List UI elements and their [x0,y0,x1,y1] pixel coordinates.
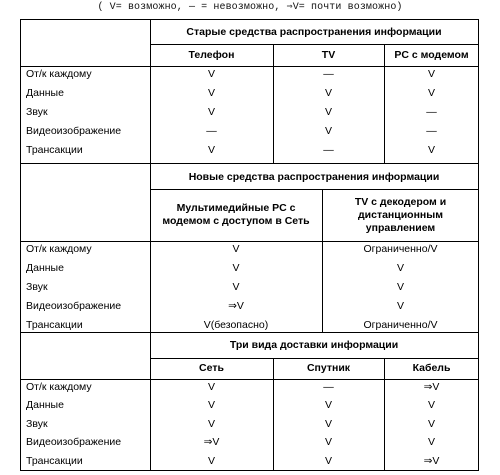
row-label: От/к каждому [26,68,92,80]
header-underline [20,379,479,380]
cell-value: V [427,436,435,449]
cell-value: Ограниченно/V [363,319,438,331]
cell-value: — [323,68,334,80]
cell-value: V [427,68,435,80]
column-header: Спутник [306,362,351,374]
row-label: От/к каждому [26,243,92,255]
cell-value: V [207,144,215,156]
cell-value: — [426,125,437,137]
cell-value: V [324,125,332,137]
section-divider [20,163,479,164]
cell-value: V [396,262,404,274]
column-header: Мультимедийные PC с модемом с доступом в Сеть [162,202,310,227]
cell-value: V [324,454,332,467]
cell-value: V [427,399,435,412]
column-header: TV с декодером и дистанционным управлением [354,195,447,234]
cell-value: ⇒V [423,454,440,467]
column-header: Сеть [199,362,224,374]
cell-value: V [324,106,332,118]
cell-value: — [323,144,334,156]
row-label: Звук [26,106,48,118]
cell-value: — [426,106,437,118]
row-label: Звук [26,417,48,430]
header-underline [20,66,479,67]
row-label: Данные [26,262,64,274]
cell-value: V [207,381,215,393]
row-label: Звук [26,281,48,293]
row-label: Видеоизображение [26,436,122,449]
cell-value: V [396,300,404,312]
column-header: Телефон [188,48,235,61]
cell-value: V [207,417,215,430]
cell-value: — [323,381,334,393]
cell-value: V [324,87,332,99]
section-title-1: Старые средства распространения информации [186,26,442,38]
cell-value: V [324,417,332,430]
column-header: TV [321,48,336,61]
row-label: Видеоизображение [26,300,122,312]
row-label: Трансакции [26,144,83,156]
cell-value: V(безопасно) [203,319,269,331]
cell-value: V [207,68,215,80]
row-label: Трансакции [26,319,83,331]
cell-value: V [427,87,435,99]
column-header: PC с модемом [394,48,469,61]
section-title-2: Новые средства распространения информации [188,171,440,183]
cell-value: V [324,436,332,449]
cell-value: Ограниченно/V [363,243,438,255]
header-underline [20,241,479,242]
cell-value: V [207,454,215,467]
cell-value: V [232,281,240,293]
cell-value: ⇒V [423,381,440,393]
cell-value: — [206,125,217,137]
cell-value: ⇒V [228,300,244,312]
cell-value: V [324,399,332,412]
cell-value: V [232,262,240,274]
row-label: От/к каждому [26,381,92,393]
cell-value: V [207,399,215,412]
cell-value: V [427,144,435,156]
row-label: Трансакции [26,454,83,467]
cell-value: ⇒V [203,436,220,449]
row-label: Видеоизображение [26,125,122,137]
cell-value: V [427,417,435,430]
cell-value: V [207,106,215,118]
cell-value: V [207,87,215,99]
column-header: Кабель [412,362,451,374]
row-label: Данные [26,87,64,99]
section-title-3: Три вида доставки информации [229,339,399,351]
legend: ( V= возможно, — = невозможно, ⇒V= почти возможно) [97,2,403,13]
cell-value: V [232,243,240,255]
cell-value: V [396,281,404,293]
row-label: Данные [26,399,64,412]
